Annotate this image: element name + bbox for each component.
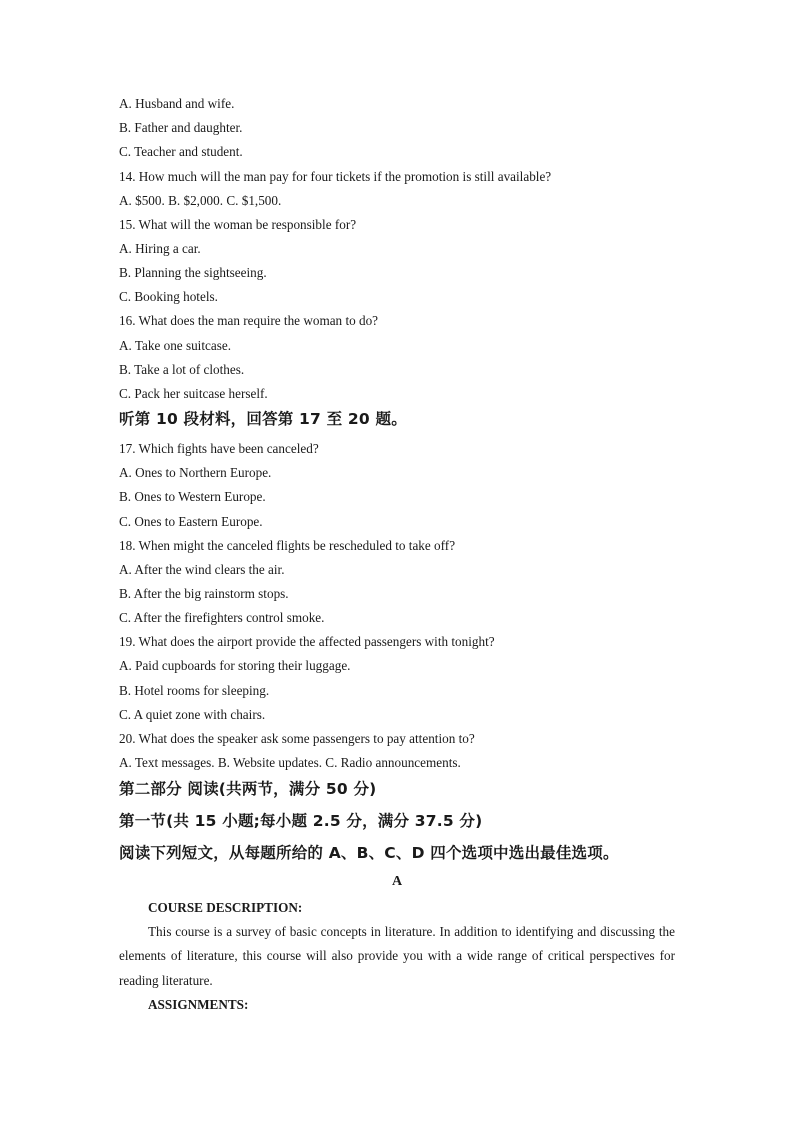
q18-option-b: B. After the big rainstorm stops. xyxy=(119,586,289,601)
q15-question: 15. What will the woman be responsible for? xyxy=(119,217,357,232)
section-one-heading: 第一节(共 15 小题;每小题 2.5 分，满分 37.5 分) xyxy=(119,812,483,830)
q14-question: 14. How much will the man pay for four tickets if the promotion is still available? xyxy=(119,169,552,184)
q14-options: A. $500. B. $2,000. C. $1,500. xyxy=(119,193,282,208)
q15-option-a: A. Hiring a car. xyxy=(119,241,201,256)
course-description-heading: COURSE DESCRIPTION: xyxy=(148,900,303,915)
passage-letter: A xyxy=(391,874,403,889)
listen-material-10-instruction: 听第 10 段材料，回答第 17 至 20 题。 xyxy=(119,410,407,428)
assignments-heading: ASSIGNMENTS: xyxy=(148,997,249,1012)
course-description-text: This course is a survey of basic concepts in literature. In addition to identifying and discussing the elements of literature, this course will also provide you with a wide range of critical perspectives for reading literature. xyxy=(119,924,675,988)
q16-option-c: C. Pack her suitcase herself. xyxy=(119,386,268,401)
q17-question: 17. Which fights have been canceled? xyxy=(119,441,319,456)
q17-option-b: B. Ones to Western Europe. xyxy=(119,489,266,504)
q19-question: 19. What does the airport provide the affected passengers with tonight? xyxy=(119,634,495,649)
q16-question: 16. What does the man require the woman to do? xyxy=(119,313,379,328)
q13-option-a: A. Husband and wife. xyxy=(119,96,235,111)
q15-option-b: B. Planning the sightseeing. xyxy=(119,265,267,280)
reading-instruction: 阅读下列短文，从每题所给的 A、B、C、D 四个选项中选出最佳选项。 xyxy=(119,844,619,862)
q13-option-c: C. Teacher and student. xyxy=(119,144,243,159)
q17-option-a: A. Ones to Northern Europe. xyxy=(119,465,272,480)
q15-option-c: C. Booking hotels. xyxy=(119,289,218,304)
q16-option-b: B. Take a lot of clothes. xyxy=(119,362,245,377)
q18-option-c: C. After the firefighters control smoke. xyxy=(119,610,325,625)
q19-option-a: A. Paid cupboards for storing their luggage. xyxy=(119,658,351,673)
q19-option-c: C. A quiet zone with chairs. xyxy=(119,707,266,722)
q19-option-b: B. Hotel rooms for sleeping. xyxy=(119,683,270,698)
q18-option-a: A. After the wind clears the air. xyxy=(119,562,285,577)
q20-options: A. Text messages. B. Website updates. C. Radio announcements. xyxy=(119,755,461,770)
q20-question: 20. What does the speaker ask some passengers to pay attention to? xyxy=(119,731,475,746)
q13-option-b: B. Father and daughter. xyxy=(119,120,243,135)
q16-option-a: A. Take one suitcase. xyxy=(119,338,231,353)
part-two-heading: 第二部分 阅读(共两节，满分 50 分) xyxy=(119,780,377,798)
q18-question: 18. When might the canceled flights be rescheduled to take off? xyxy=(119,538,456,553)
q17-option-c: C. Ones to Eastern Europe. xyxy=(119,514,263,529)
